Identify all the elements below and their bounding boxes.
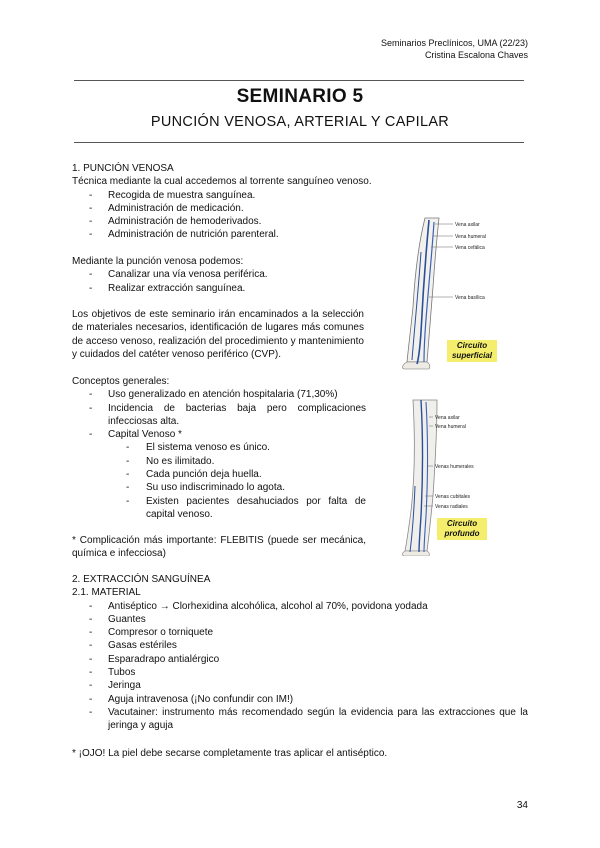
list-item: - Aguja intravenosa (¡No confundir con IM!) <box>72 693 528 706</box>
page-header <box>381 37 528 61</box>
top-divider <box>74 80 524 81</box>
section2-subheading: 2.1. MATERIAL <box>72 587 141 599</box>
concepts-heading: Conceptos generales: <box>72 376 170 387</box>
list-item: - Tubos <box>72 666 528 679</box>
figure-circuito-superficial <box>395 212 505 370</box>
list-item: - Gasas estériles <box>72 639 528 652</box>
list-item: - Realizar extracción sanguínea. <box>72 282 372 295</box>
figure-label: Vena axilar <box>435 415 460 421</box>
can-block <box>72 255 372 295</box>
figure-label: Venas cubitales <box>435 494 471 500</box>
figure-label: Venas radiales <box>435 504 468 510</box>
uses-list <box>72 189 372 242</box>
caption-line: Circuito <box>446 519 478 528</box>
figure-label: Vena basílica <box>455 295 485 301</box>
caption-line: Circuito <box>456 341 488 350</box>
title-divider <box>74 142 524 143</box>
flebitis-note: * Complicación más importante: FLEBITIS (puede ser mecánica, química e infecciosa) <box>72 535 366 560</box>
page-subtitle: PUNCIÓN VENOSA, ARTERIAL Y CAPILAR <box>150 114 450 130</box>
header-course: Seminarios Preclínicos, UMA (22/23) <box>380 38 528 48</box>
list-item: - Capital Venoso * <box>72 428 366 441</box>
list-item: - Incidencia de bacterias baja pero complicaciones infecciosas alta. <box>72 402 366 429</box>
list-item: - Guantes <box>72 613 528 626</box>
concepts-list <box>72 388 366 441</box>
list-item: - Cada punción deja huella. <box>72 468 366 481</box>
list-item: - Compresor o torniquete <box>72 626 528 639</box>
figure-label: Vena humeral <box>455 234 486 240</box>
page-number: 34 <box>516 800 528 811</box>
list-item: - Esparadrapo antialérgico <box>72 653 528 666</box>
objectives-paragraph: Los objetivos de este seminario irán encaminados a la selección de materiales necesarios, identificación de lugares más comunes de acceso venoso, realización del procedimiento y mantenimiento y cuidados del catéter venoso periférico (CVP). <box>72 309 364 360</box>
list-item: - No es ilimitado. <box>72 455 366 468</box>
section2-heading: 2. EXTRACCIÓN SANGUÍNEA <box>72 574 211 585</box>
list-item: - Jeringa <box>72 679 528 692</box>
list-item: - Su uso indiscriminado lo agota. <box>72 481 366 494</box>
section1-intro: Técnica mediante la cual accedemos al torrente sanguíneo venoso. <box>72 176 372 188</box>
caption-line: superficial <box>451 351 492 360</box>
list-item: - Vacutainer: instrumento más recomendado según la evidencia para las extracciones que la jeringa y aguja <box>72 706 528 733</box>
concepts-block <box>72 375 366 521</box>
antiseptic-warning: * ¡OJO! La piel debe secarse completamente tras aplicar el antiséptico. <box>72 748 388 759</box>
figure-circuito-profundo <box>393 396 505 556</box>
list-item: - Administración de nutrición parenteral. <box>72 228 372 241</box>
list-item: - Uso generalizado en atención hospitalaria (71,30%) <box>72 388 366 401</box>
can-intro: Mediante la punción venosa podemos: <box>72 256 244 267</box>
header-author: Cristina Escalona Chaves <box>424 50 528 60</box>
figure-label: Vena axilar <box>455 222 480 228</box>
caption-circuito-superficial <box>447 340 497 362</box>
list-item: - Administración de medicación. <box>72 202 372 215</box>
caption-circuito-profundo <box>437 518 487 540</box>
list-item: - El sistema venoso es único. <box>72 441 366 454</box>
figure-label: Vena cefálica <box>455 245 485 251</box>
figure-label: Venas humerales <box>435 464 474 470</box>
list-item: - Canalizar una vía venosa periférica. <box>72 268 372 281</box>
list-item: - Antiséptico → Clorhexidina alcohólica, alcohol al 70%, povidona yodada <box>72 600 528 613</box>
materials-list <box>72 600 528 733</box>
can-list <box>72 268 372 295</box>
section-extraccion <box>72 573 528 733</box>
figure-label: Vena humeral <box>435 424 466 430</box>
list-item: - Recogida de muestra sanguínea. <box>72 189 372 202</box>
page-title: SEMINARIO 5 <box>236 86 364 107</box>
list-item: - Administración de hemoderivados. <box>72 215 372 228</box>
capital-list <box>72 441 366 521</box>
section1-heading: 1. PUNCIÓN VENOSA <box>72 163 174 174</box>
list-item: - Existen pacientes desahuciados por falta de capital venoso. <box>72 495 366 522</box>
section-puncion-venosa <box>72 162 372 242</box>
caption-line: profundo <box>444 529 480 538</box>
